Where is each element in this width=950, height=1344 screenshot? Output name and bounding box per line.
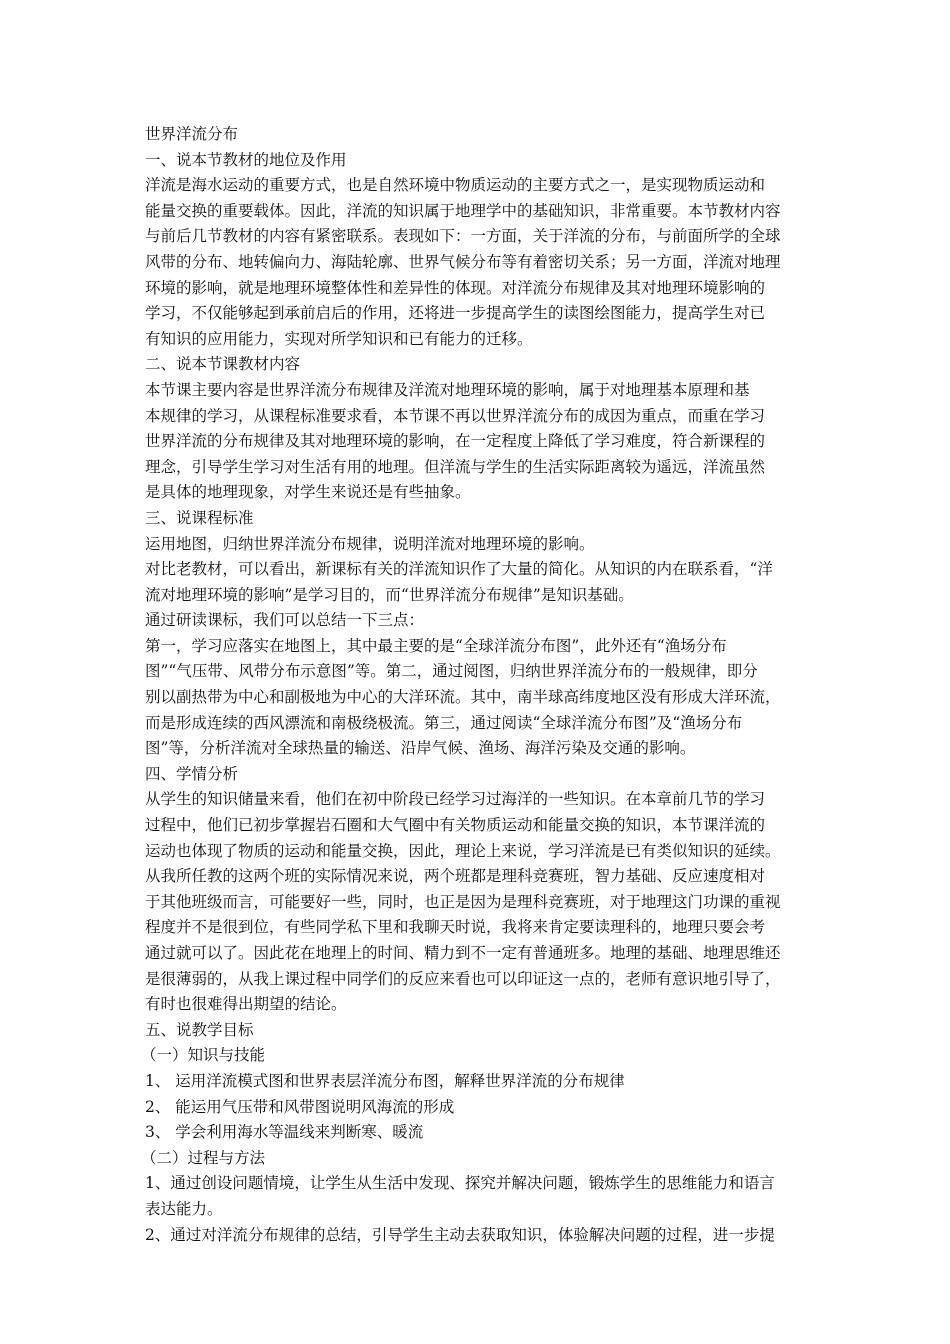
paragraph-line: 世界洋流的分布规律及其对地理环境的影响，在一定程度上降低了学习难度，符合新课程的 (145, 432, 766, 451)
list-item: 1、通过创设问题情境，让学生从生活中发现、探究并解决问题，锻炼学生的思维能力和语言 (145, 1174, 775, 1193)
section-heading-1: 一、说本节教材的地位及作用 (145, 150, 347, 169)
section-heading-2: 二、说本节课教材内容 (145, 355, 301, 374)
paragraph-line: 通过就可以了。因此花在地理上的时间、精力到不一定有普通班多。地理的基础、地理思维还 (145, 944, 781, 962)
paragraph-line: 洋流是海水运动的重要方式，也是自然环境中物质运动的主要方式之一，是实现物质运动和 (145, 176, 766, 195)
list-item-continuation: 表达能力。 (145, 1199, 223, 1218)
paragraph-line: 风带的分布、地转偏向力、海陆轮廓、世界气候分布等有着密切关系；另一方面，洋流对地理 (145, 252, 781, 271)
paragraph-line: 图”等，分析洋流对全球热量的输送、沿岸气候、渔场、海洋污染及交通的影响。 (145, 739, 696, 758)
paragraph-line: 流对地理环境的影响”是学习目的，而“世界洋流分布规律”是知识基础。 (145, 585, 634, 604)
paragraph-line: 图”“气压带、风带分布示意图”等。第二，通过阅图，归纳世界洋流分布的一般规律，即分 (145, 662, 758, 681)
paragraph-line: 别以副热带为中心和副极地为中心的大洋环流。其中，南半球高纬度地区没有形成大洋环流， (145, 688, 781, 707)
paragraph-line: 对比老教材，可以看出，新课标有关的洋流知识作了大量的简化。从知识的内在联系看，“洋 (145, 560, 773, 579)
paragraph-line: 而是形成连续的西风漂流和南极绕极流。第三，通过阅读“全球洋流分布图”及“渔场分布 (145, 713, 743, 732)
paragraph-line: 从我所任教的这两个班的实际情况来说，两个班都是理科竞赛班，智力基础、反应速度相对 (145, 867, 766, 886)
list-item: 2、 能运用气压带和风带图说明风海流的形成 (145, 1097, 455, 1116)
document-page (141, 122, 810, 1248)
paragraph-line: 学习，不仅能够起到承前启后的作用，还将进一步提高学生的读图绘图能力，提高学生对已 (145, 304, 766, 323)
paragraph-line: 理念，引导学生学习对生活有用的地理。但洋流与学生的生活实际距离较为遥远，洋流虽然 (145, 457, 766, 476)
section-heading-5: 五、说教学目标 (145, 1020, 254, 1039)
paragraph-line: 有知识的应用能力，实现对所学知识和已有能力的迁移。 (145, 329, 533, 348)
paragraph-line: 运动也体现了物质的运动和能量交换，因此，理论上来说，学习洋流是已有类似知识的延续。 (145, 841, 781, 860)
paragraph-line: 环境的影响，就是地理环境整体性和差异性的体现。对洋流分布规律及其对地理环境影响的 (145, 278, 766, 297)
paragraph-line: 本节课主要内容是世界洋流分布规律及洋流对地理环境的影响，属于对地理基本原理和基 (145, 380, 750, 399)
list-item: 3、 学会利用海水等温线来判断寒、暖流 (145, 1123, 424, 1142)
paragraph-line: 本规律的学习，从课程标准要求看，本节课不再以世界洋流分布的成因为重点，而重在学习 (145, 406, 766, 425)
paragraph-line: 有时也很难得出期望的结论。 (145, 995, 347, 1014)
paragraph-line: 是具体的地理现象，对学生来说还是有些抽象。 (145, 483, 471, 502)
subsection-heading-1: （一）知识与技能 (141, 1046, 266, 1065)
list-item: 1、 运用洋流模式图和世界表层洋流分布图，解释世界洋流的分布规律 (145, 1071, 625, 1090)
section-heading-3: 三、说课程标准 (145, 508, 254, 527)
document-title: 世界洋流分布 (145, 125, 239, 143)
paragraph-line: 过程中，他们已初步掌握岩石圈和大气圈中有关物质运动和能量交换的知识，本节课洋流的 (145, 816, 766, 835)
paragraph-line: 能量交换的重要载体。因此，洋流的知识属于地理学中的基础知识，非常重要。本节教材内容 (145, 201, 781, 220)
section-heading-4: 四、学情分析 (145, 764, 239, 783)
list-item: 2、通过对洋流分布规律的总结，引导学生主动去获取知识，体验解决问题的过程，进一步提 (145, 1225, 775, 1244)
paragraph-line: 通过研读课标，我们可以总结一下三点： (145, 611, 425, 630)
paragraph-line: 是很薄弱的，从我上课过程中同学们的反应来看也可以印证这一点的，老师有意识地引导了， (145, 969, 781, 988)
paragraph-line: 从学生的知识储量来看，他们在初中阶段已经学习过海洋的一些知识。在本章前几节的学习 (145, 790, 766, 809)
subsection-heading-2: （二）过程与方法 (141, 1148, 266, 1167)
paragraph-line: 运用地图，归纳世界洋流分布规律，说明洋流对地理环境的影响。 (145, 534, 595, 553)
paragraph-line: 程度并不是很到位，有些同学私下里和我聊天时说，我将来肯定要读理科的，地理只要会考 (145, 918, 766, 937)
paragraph-line: 于其他班级而言，可能要好一些，同时，也正是因为是理科竞赛班，对于地理这门功课的重视 (145, 892, 781, 911)
paragraph-line: 与前后几节教材的内容有紧密联系。表现如下：一方面，关于洋流的分布，与前面所学的全球 (145, 227, 781, 246)
paragraph-line: 第一，学习应落实在地图上，其中最主要的是“全球洋流分布图”，此外还有“渔场分布 (145, 636, 727, 655)
